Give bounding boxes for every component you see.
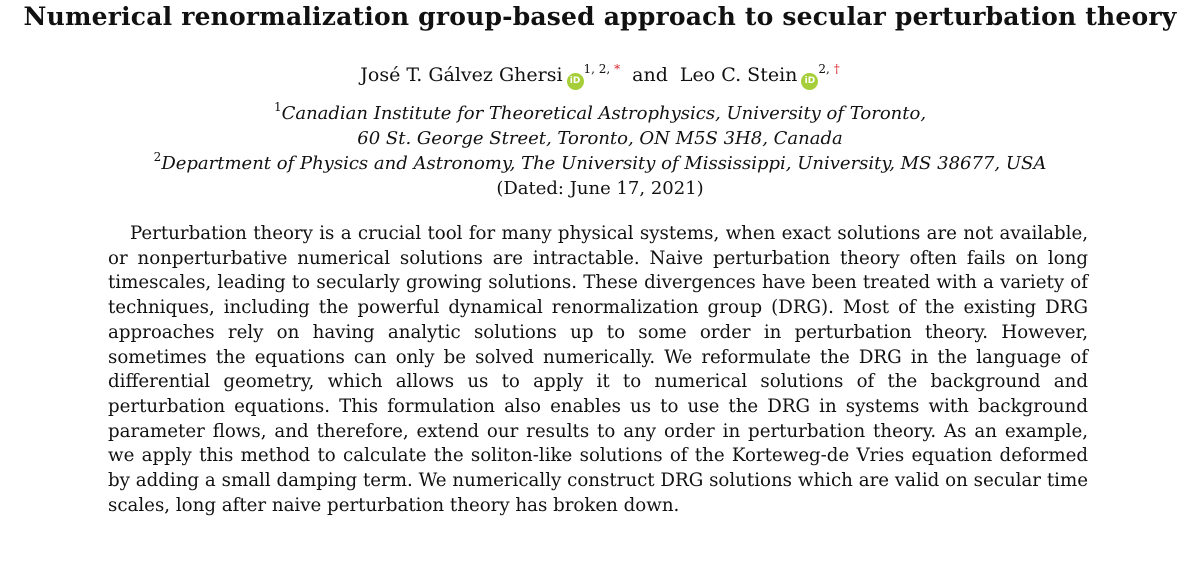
affiliation-1-line-2 bbox=[0, 128, 1200, 149]
affiliation-1-line-1 bbox=[0, 100, 1200, 124]
author-joiner: and bbox=[632, 64, 668, 86]
affiliation-number: 1 bbox=[273, 100, 282, 114]
orcid-icon[interactable]: iD bbox=[567, 73, 584, 90]
affiliation-2-line-1 bbox=[0, 150, 1200, 174]
orcid-icon[interactable]: iD bbox=[801, 73, 818, 90]
author-line bbox=[0, 64, 1200, 90]
date-line: (Dated: June 17, 2021) bbox=[496, 178, 704, 199]
author-affiliation-marks: 1, 2, * bbox=[583, 62, 621, 76]
footnote-mark[interactable]: * bbox=[614, 62, 621, 76]
paper-title: Numerical renormalization group-based approach to secular perturbation theory bbox=[23, 2, 1177, 31]
author-affiliation-marks: 2, † bbox=[818, 62, 840, 76]
abstract: Perturbation theory is a crucial tool for many physical systems, when exact solutions are not available, or nonperturbative numerical solutions are intractable. Naive perturbation theory often fails on long timescales, leading to secularly growing solutions. These divergences have been treated with a variety of techniques, including the powerful dynamical renormalization group (DRG). Most of the existing DRG approaches rely on having analytic solutions up to some order in perturbation theory. However, sometimes the equations can only be solved numerically. We reformulate the DRG in the language of differential geometry, which allows us to apply it to numerical solutions of the background and perturbation equations. This formulation also enables us to use the DRG in systems with background parameter flows, and therefore, extend our results to any order in perturbation theory. As an example, we apply this method to calculate the soliton-like solutions of the Korteweg-de Vries equation deformed by adding a small damping term. We numerically construct DRG solutions which are valid on secular time scales, long after naive perturbation theory has broken down. bbox=[108, 223, 1088, 516]
affiliation-number: 2 bbox=[153, 150, 162, 164]
author-name: Leo C. Stein bbox=[679, 64, 798, 86]
affiliation-text: Department of Physics and Astronomy, The University of Mississippi, University, MS 38677, USA bbox=[161, 153, 1047, 174]
affiliation-text: 60 St. George Street, Toronto, ON M5S 3H8, Canada bbox=[357, 128, 843, 149]
footnote-mark[interactable]: † bbox=[833, 62, 840, 76]
author-name: José T. Gálvez Ghersi bbox=[360, 64, 563, 86]
affiliation-text: Canadian Institute for Theoretical Astrophysics, University of Toronto, bbox=[281, 103, 927, 124]
